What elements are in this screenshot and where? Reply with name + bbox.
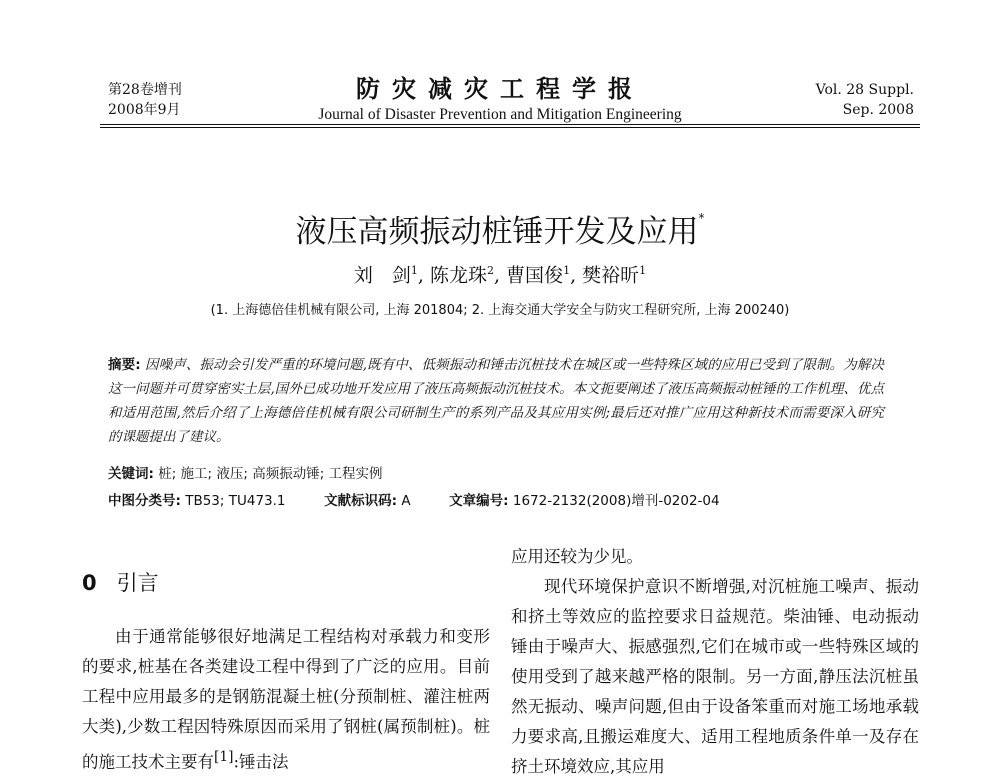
author-affiliation-mark: 2 — [486, 264, 494, 277]
author-affiliation-mark: 1 — [639, 264, 647, 277]
paragraph-text-tail: :锤击法 — [233, 752, 289, 772]
header-rule — [100, 124, 920, 125]
author-list: 刘 剑$^1$, 陈龙珠$^2$, 曹国俊$^1$, 樊裕昕$^1$ — [353, 264, 647, 287]
article-number-label: 文章编号: — [449, 493, 509, 509]
date-label-en: Sep. 2008 — [842, 102, 914, 118]
paragraph — [82, 622, 490, 778]
keywords-text: 桩; 施工; 液压; 高频振动锤; 工程实例 — [158, 466, 383, 482]
paragraph: 现代环境保护意识不断增强,对沉桩施工噪声、振动和挤土等效应的监控要求日益规范。柴油锤、电动振动锤由于噪声大、振感强烈,它们在城市或一些特殊区域的使用受到了越来越严格的限制。另一方面,静压法沉桩虽然无振动、噪声问题,但由于设备笨重而对施工场地承载力要求高,且搬运难度大、适用工程地质条件单一及存在挤土环境效应,其应用 — [511, 577, 919, 776]
abstract — [108, 353, 884, 449]
author-name: 樊裕昕 — [582, 264, 640, 287]
doc-code-value: A — [401, 493, 411, 509]
author-name: 陈龙珠 — [429, 264, 487, 287]
right-column — [511, 542, 919, 782]
citation-ref: [1] — [214, 749, 234, 765]
section-number: 0 — [82, 571, 97, 595]
doc-code-label: 文献标识码: — [324, 493, 398, 509]
section-title: 引言 — [116, 571, 159, 595]
date-label: 2008年9月 — [108, 102, 181, 118]
author-affiliation-mark: 1 — [410, 264, 418, 277]
title-footnote-mark: * — [698, 211, 705, 225]
affiliations: (1. 上海德倍佳机械有限公司, 上海 201804; 2. 上海交通大学安全与防灾工程研究所, 上海 200240) — [210, 303, 790, 318]
journal-name-en: Journal of Disaster Prevention and Mitigation Engineering — [318, 106, 682, 123]
paragraph-text: 由于通常能够很好地满足工程结构对承载力和变形的要求,桩基在各类建设工程中得到了广泛的应用。目前工程中应用最多的是钢筋混凝土桩(分预制桩、灌注桩两大类),少数工程因特殊原因而采用了钢桩(属预制桩)。桩的施工技术主要有 — [82, 627, 490, 772]
author-affiliation-mark: 1 — [563, 264, 571, 277]
journal-volume-info-en — [816, 80, 914, 120]
section-heading — [82, 567, 159, 599]
classification-line — [108, 490, 908, 512]
author-name: 曹国俊 — [506, 264, 564, 287]
paper-title-text: 液压高频振动桩锤开发及应用 — [295, 214, 699, 250]
abstract-label: 摘要: — [108, 357, 141, 373]
volume-label: 第28卷增刊 — [108, 82, 182, 98]
keywords-label: 关键词: — [108, 466, 154, 482]
author-name: 刘 剑 — [353, 264, 411, 287]
paragraph-continuation: 应用还较为少见。 — [511, 547, 643, 566]
clc-label: 中图分类号: — [108, 493, 181, 509]
keywords — [108, 463, 908, 485]
clc-value: TB53; TU473.1 — [185, 493, 286, 509]
article-number-value: 1672-2132(2008)增刊-0202-04 — [512, 493, 720, 509]
journal-name-cn: 防灾减灾工程学报 — [356, 74, 644, 103]
header-rule-thin — [100, 127, 920, 128]
paper-title — [0, 196, 1000, 254]
volume-label-en: Vol. 28 Suppl. — [815, 82, 914, 98]
left-column — [82, 622, 490, 778]
abstract-text: 因噪声、振动会引发严重的环境问题,既有中、低频振动和锤击沉桩技术在城区或一些特殊区域的应用已受到了限制。为解决这一问题并可贯穿密实土层,国外已成功地开发应用了液压高频振动沉桩技术。本文扼要阐述了液压高频振动桩锤的工作机理、优点和适用范围,然后介绍了上海德倍佳机械有限公司研制生产的系列产品及其应用实例;最后还对推广应用这种新技术而需要深入研究的课题提出了建议。 — [108, 357, 884, 445]
